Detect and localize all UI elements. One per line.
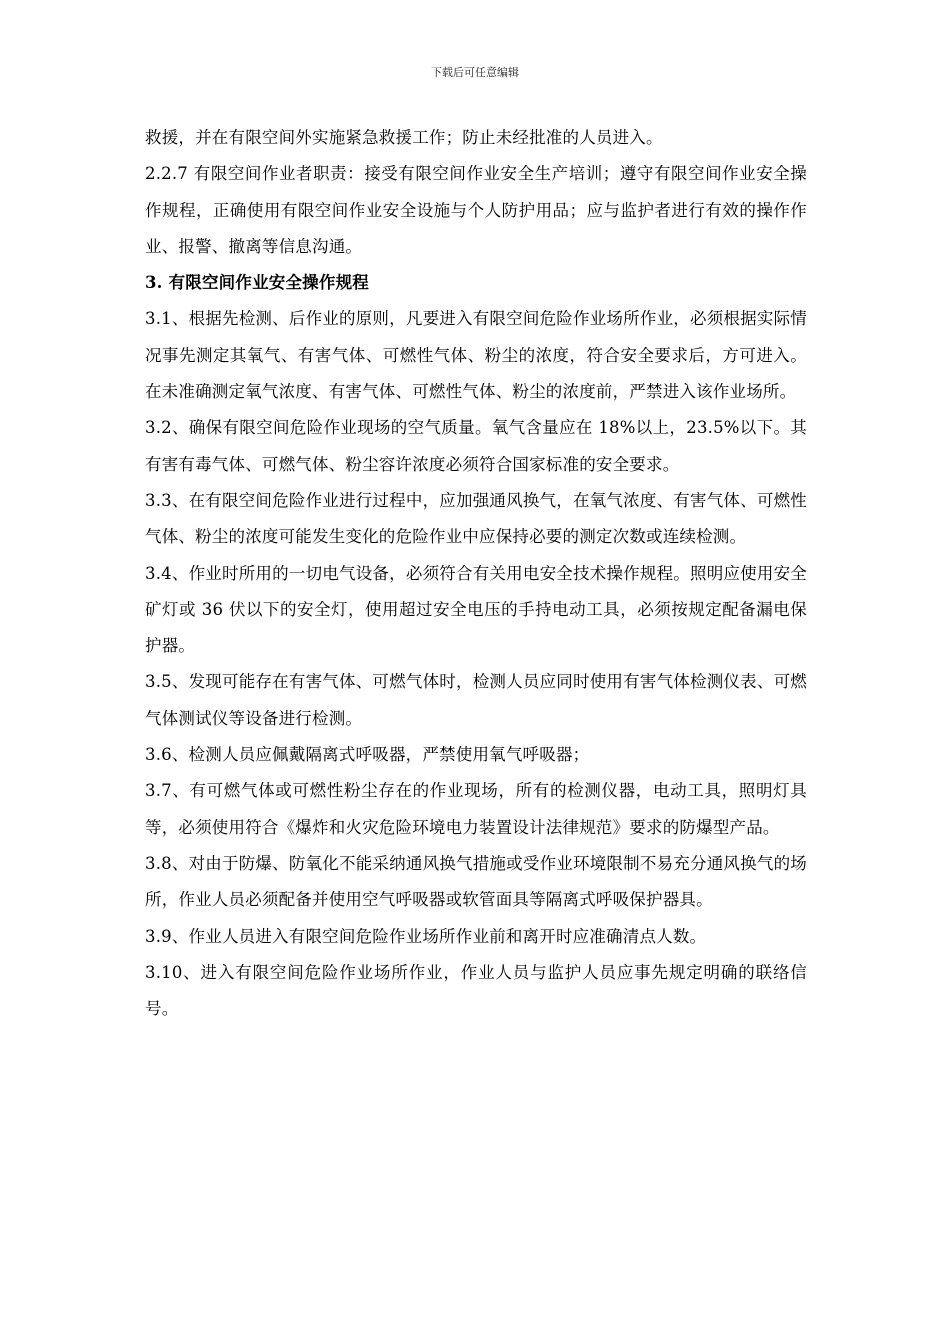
paragraph-3-1: 3.1、根据先检测、后作业的原则，凡要进入有限空间危险作业场所作业，必须根据实际情况事先测定其氧气、有害气体、可燃性气体、粉尘的浓度，符合安全要求后，方可进入。在未准确测定氧气浓度、有害气体、可燃性气体、粉尘的浓度前，严禁进入该作业场所。 [145, 309, 807, 402]
paragraph-2-2-7: 2.2.7 有限空间作业者职责：接受有限空间作业安全生产培训；遵守有限空间作业安全操作规程，正确使用有限空间作业安全设施与个人防护用品；应与监护者进行有效的操作作业、报警、撤离等信息沟通。 [145, 164, 807, 256]
paragraph-3-5: 3.5、发现可能存在有害气体、可燃气体时，检测人员应同时使用有害气体检测仪表、可燃气体测试仪等设备进行检测。 [145, 672, 807, 728]
paragraph-continuation: 救援，并在有限空间外实施紧急救援工作；防止未经批准的人员进入。 [145, 128, 663, 147]
paragraph-3-6: 3.6、检测人员应佩戴隔离式呼吸器，严禁使用氧气呼吸器； [145, 745, 590, 765]
paragraph-3-7: 3.7、有可燃气体或可燃性粉尘存在的作业现场，所有的检测仪器，电动工具，照明灯具等，必须使用符合《爆炸和火灾危险环境电力装置设计法律规范》要求的防爆型产品。 [145, 781, 807, 837]
document-body [145, 120, 807, 1027]
paragraph-3-3: 3.3、在有限空间危险作业进行过程中，应加强通风换气，在氧气浓度、有害气体、可燃性气体、粉尘的浓度可能发生变化的危险作业中应保持必要的测定次数或连续检测。 [145, 490, 807, 547]
page-header: 下载后可任意编辑 [431, 66, 519, 79]
paragraph-3-9: 3.9、作业人员进入有限空间危险作业场所作业前和离开时应准确清点人数。 [145, 926, 707, 946]
paragraph-3-2: 3.2、确保有限空间危险作业现场的空气质量。氧气含量应在 18%以上，23.5%以下。其有害有毒气体、可燃气体、粉尘容许浓度必须符合国家标准的安全要求。 [145, 418, 807, 474]
section-heading-3: 3. 有限空间作业安全操作规程 [145, 273, 369, 293]
paragraph-3-8: 3.8、对由于防爆、防氧化不能采纳通风换气措施或受作业环境限制不易充分通风换气的场所，作业人员必须配备并使用空气呼吸器或软管面具等隔离式呼吸保护器具。 [145, 853, 807, 910]
paragraph-3-4: 3.4、作业时所用的一切电气设备，必须符合有关用电安全技术操作规程。照明应使用安全矿灯或 36 伏以下的安全灯，使用超过安全电压的手持电动工具，必须按规定配备漏电保护器。 [145, 563, 807, 656]
paragraph-3-10: 3.10、进入有限空间危险作业场所作业，作业人员与监护人员应事先规定明确的联络信号。 [145, 962, 807, 1019]
